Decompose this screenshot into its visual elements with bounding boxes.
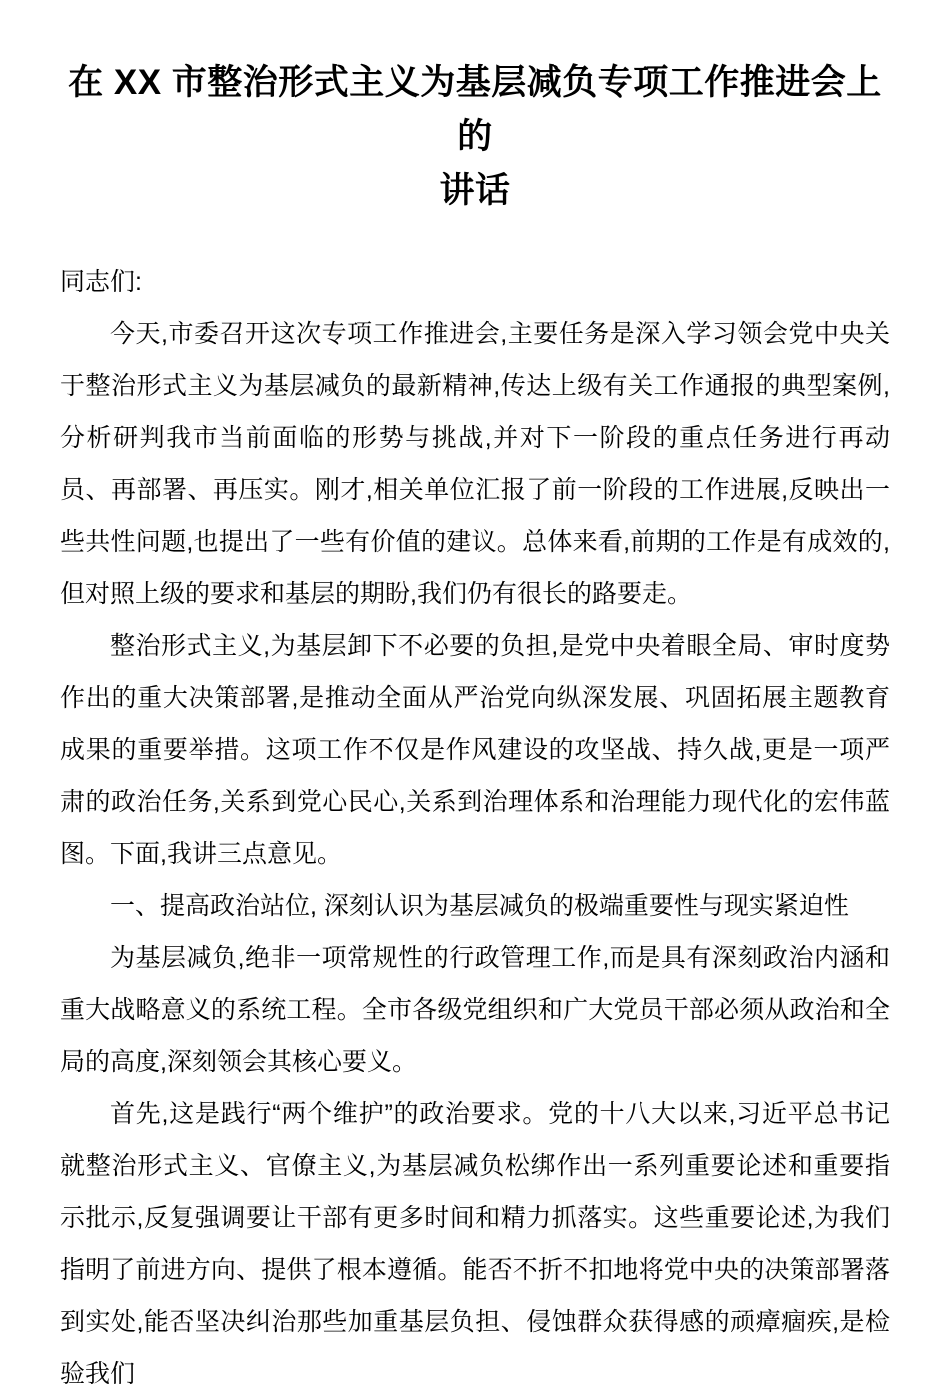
section-heading-1: 一、提高政治站位, 深刻认识为基层减负的极端重要性与现实紧迫性 [110, 892, 849, 920]
body-paragraph-1: 今天,市委召开这次专项工作推进会,主要任务是深入学习领会党中央关于整治形式主义为基层减负的最新精神,传达上级有关工作通报的典型案例,分析研判我市当前面临的形势与挑战,并对下一阶段的重点任务进行再动员、再部署、再压实。刚才,相关单位汇报了前一阶段的工作进展,反映出一些共性问题,也提出了一些有价值的建议。总体来看,前期的工作是有成效的,但对照上级的要求和基层的期盼,我们仍有很长的路要走。 [60, 320, 890, 608]
body-paragraph-4: 首先,这是践行“两个维护”的政治要求。党的十八大以来,习近平总书记就整治形式主义、官僚主义,为基层减负松绑作出一系列重要论述和重要指示批示,反复强调要让干部有更多时间和精力抓落实。这些重要论述,为我们指明了前进方向、提供了根本遵循。能否不折不扣地将党中央的决策部署落到实处,能否坚决纠治那些加重基层负担、侵蚀群众获得感的顽瘴痼疾,是检验我们 [60, 1100, 890, 1388]
body-paragraph-2: 整治形式主义,为基层卸下不必要的负担,是党中央着眼全局、审时度势作出的重大决策部署,是推动全面从严治党向纵深发展、巩固拓展主题教育成果的重要举措。这项工作不仅是作风建设的攻坚战、持久战,更是一项严肃的政治任务,关系到党心民心,关系到治理体系和治理能力现代化的宏伟蓝图。下面,我讲三点意见。 [60, 632, 890, 868]
document-title [60, 56, 890, 218]
document-title-line-2: 讲话 [439, 171, 511, 210]
body-paragraph-3: 为基层减负,绝非一项常规性的行政管理工作,而是具有深刻政治内涵和重大战略意义的系统工程。全市各级党组织和广大党员干部必须从政治和全局的高度,深刻领会其核心要义。 [60, 944, 890, 1076]
document-body [60, 256, 890, 1400]
salutation-paragraph: 同志们: [60, 268, 142, 296]
document-title-line-1: 在 XX 市整治形式主义为基层减负专项工作推进会上的 [68, 63, 882, 156]
